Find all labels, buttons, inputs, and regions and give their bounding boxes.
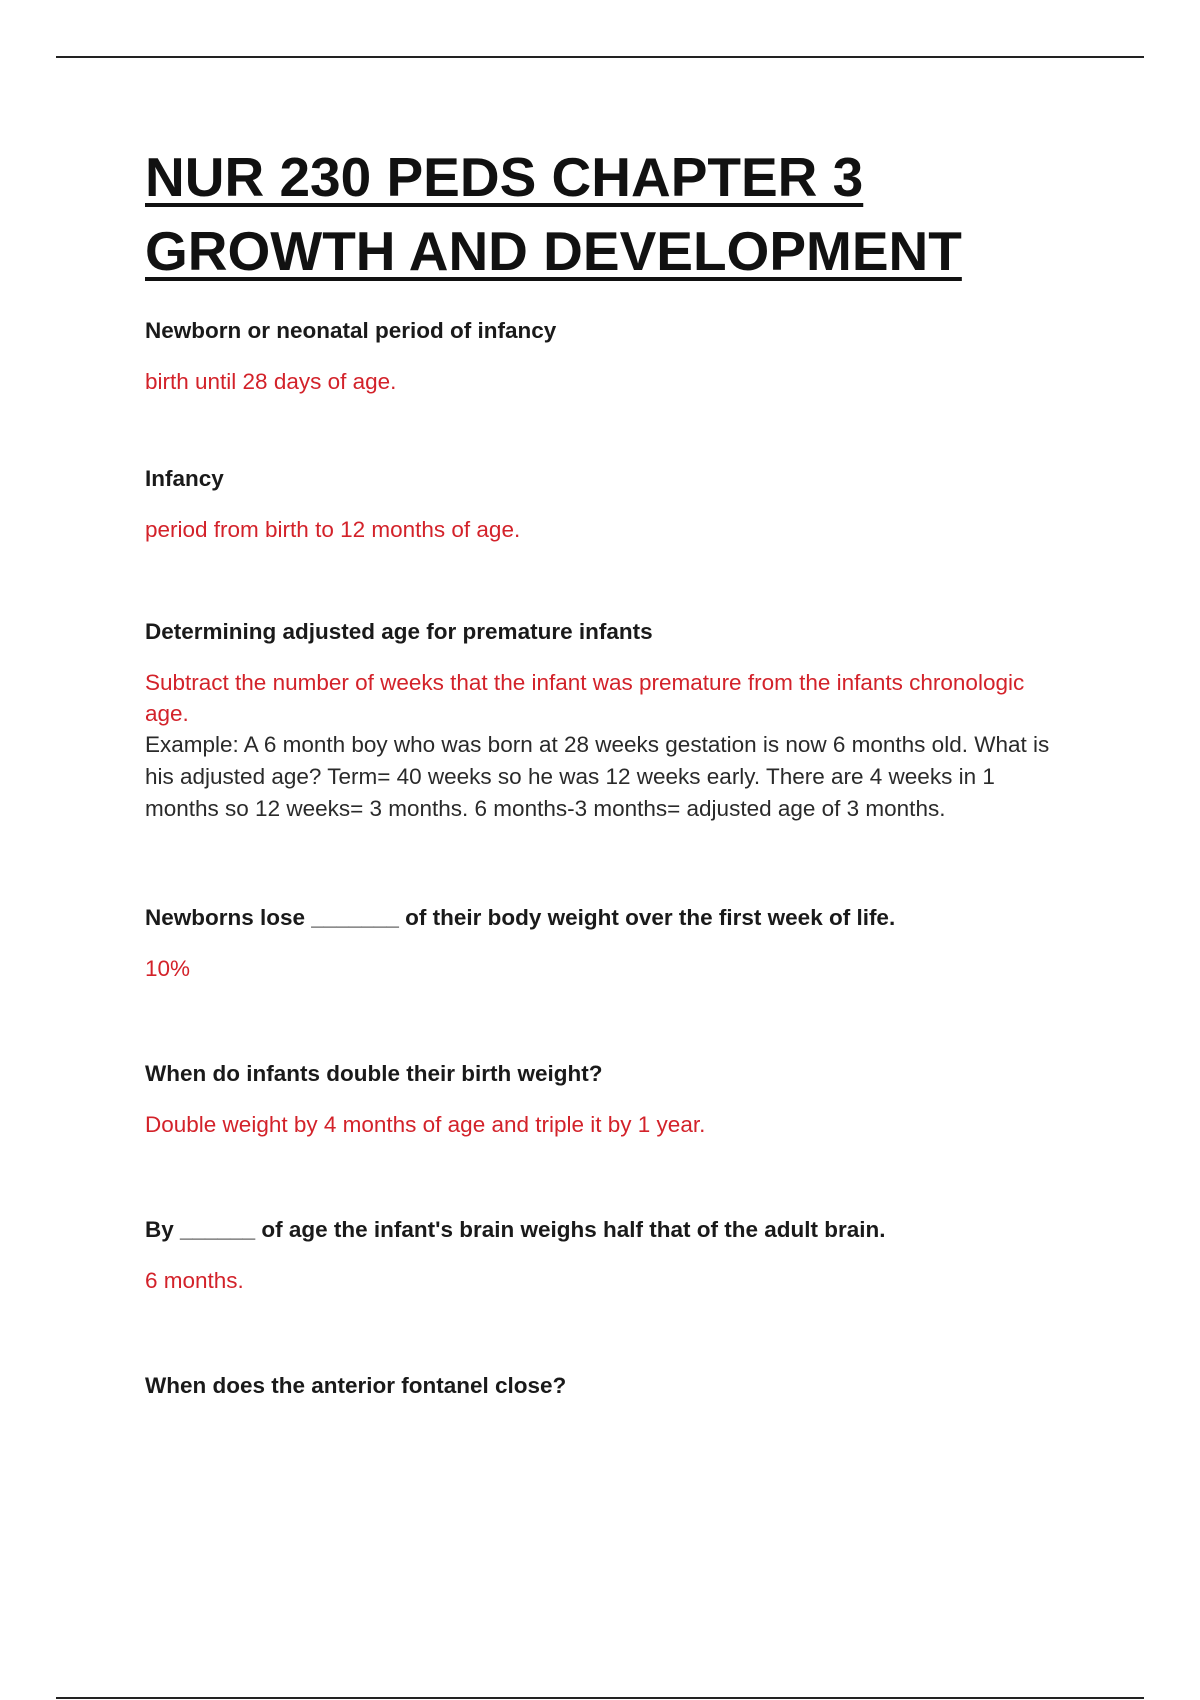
card-double-weight bbox=[145, 1059, 1065, 1140]
example-text: Example: A 6 month boy who was born at 28 weeks gestation is now 6 months old. What is his adjusted age? Term= 40 weeks so he was 12 weeks early. There are 4 weeks in 1 months so 12 weeks= 3 months. 6 months-3 months= adjusted age of 3 months. bbox=[145, 732, 1050, 821]
answer-text: Subtract the number of weeks that the infant was premature from the infants chronologic age. bbox=[145, 670, 1025, 726]
card-anterior-fontanel bbox=[145, 1371, 1065, 1401]
title-line-2: GROWTH AND DEVELOPMENT bbox=[145, 220, 962, 282]
card-newborn-period bbox=[145, 316, 1065, 397]
answer-text: birth until 28 days of age. bbox=[145, 369, 397, 394]
question-text: When do infants double their birth weight? bbox=[145, 1061, 603, 1086]
question-text: Determining adjusted age for premature infants bbox=[145, 619, 653, 644]
answer-text: Double weight by 4 months of age and triple it by 1 year. bbox=[145, 1112, 706, 1137]
answer-text: 6 months. bbox=[145, 1268, 244, 1293]
top-rule bbox=[56, 56, 1144, 58]
title-line-1: NUR 230 PEDS CHAPTER 3 bbox=[145, 146, 864, 208]
card-brain-weight bbox=[145, 1215, 1065, 1296]
question-text: By ______ of age the infant's brain weighs half that of the adult brain. bbox=[145, 1217, 886, 1242]
answer-text: period from birth to 12 months of age. bbox=[145, 517, 521, 542]
bottom-rule bbox=[56, 1697, 1144, 1699]
card-weight-loss bbox=[145, 903, 1065, 984]
question-text: Newborn or neonatal period of infancy bbox=[145, 318, 557, 343]
question-text: Newborns lose _______ of their body weight over the first week of life. bbox=[145, 905, 896, 930]
question-text: Infancy bbox=[145, 466, 224, 491]
answer-text: 10% bbox=[145, 956, 191, 981]
card-infancy bbox=[145, 464, 1065, 545]
card-adjusted-age bbox=[145, 617, 1065, 825]
page-title bbox=[145, 140, 1065, 288]
question-text: When does the anterior fontanel close? bbox=[145, 1373, 567, 1398]
document-body bbox=[145, 140, 1065, 1401]
